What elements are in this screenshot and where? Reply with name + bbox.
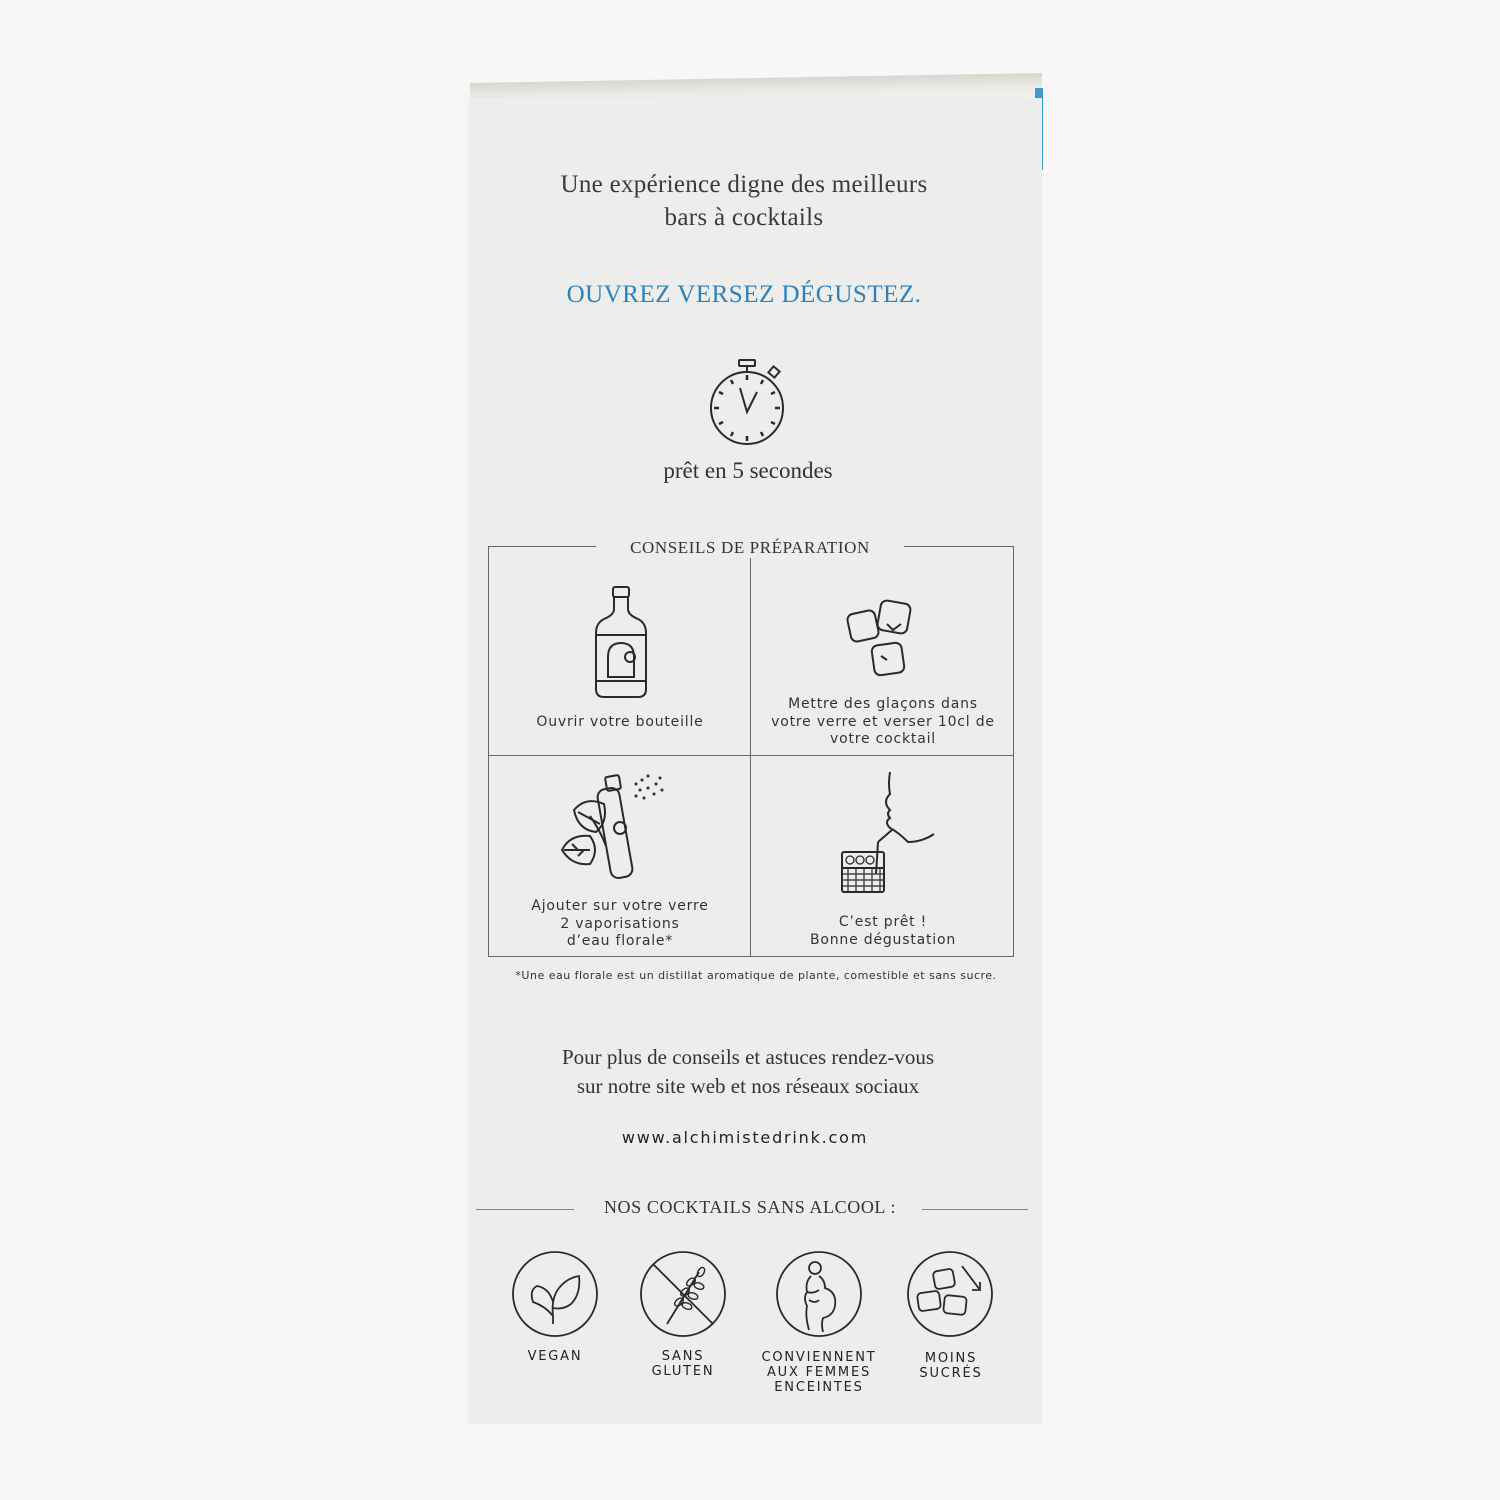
step-2-text — [752, 696, 1014, 749]
bottle-icon — [590, 585, 652, 701]
more-info-line-1: Pour plus de conseils et astuces rendez-vous — [561, 1045, 935, 1069]
badge-line: CONVIENNENT — [761, 1350, 877, 1365]
badge-line: VEGAN — [527, 1349, 583, 1364]
step-3-text — [492, 898, 748, 951]
badge-pregnant-label — [744, 1350, 894, 1395]
footnote: *Une eau florale est un distillat aromatique de plante, comestible et sans sucre. — [515, 969, 997, 982]
step-4-line: Bonne dégustation — [809, 931, 957, 948]
intro-line-2: bars à cocktails — [664, 204, 824, 231]
step-2-line: votre verre et verser 10cl de — [771, 713, 995, 730]
more-info-line-2: sur notre site web et nos réseaux sociaux — [576, 1074, 920, 1098]
badge-line: GLUTEN — [651, 1364, 715, 1379]
cocktails-title: NOS COCKTAILS SANS ALCOOL : — [603, 1197, 897, 1217]
ice-cubes-icon — [843, 596, 917, 684]
badge-gluten-label — [628, 1349, 738, 1379]
pregnant-woman-icon — [775, 1250, 863, 1338]
step-3-line: d’eau florale* — [566, 933, 674, 949]
more-info-text — [490, 1043, 1006, 1101]
badge-line: SANS — [661, 1349, 705, 1364]
step-3-line: Ajouter sur votre verre — [531, 898, 709, 914]
sugar-cubes-down-icon — [906, 1250, 994, 1338]
grid-divider-vertical — [750, 547, 751, 956]
badge-sugar-label — [896, 1351, 1006, 1381]
step-3-line: 2 vaporisations — [560, 915, 680, 932]
gluten-free-icon — [639, 1250, 727, 1338]
intro-line-1: Une expérience digne des meilleurs — [560, 171, 928, 198]
badge-line: SUCRÉS — [919, 1366, 983, 1381]
step-4-line: C’est prêt ! — [838, 914, 928, 930]
drinking-glass-icon — [838, 770, 938, 894]
step-2-line: Mettre des glaçons dans — [788, 696, 978, 712]
grid-divider-horizontal — [489, 755, 1013, 756]
badge-vegan-label — [500, 1349, 610, 1364]
timer-label: prêt en 5 secondes — [663, 458, 833, 483]
step-1-line: Ouvrir votre bouteille — [536, 714, 704, 730]
preparation-title: CONSEILS DE PRÉPARATION — [596, 538, 904, 558]
step-1-text — [492, 714, 748, 732]
intro-text — [470, 168, 1018, 234]
tagline: OUVREZ VERSEZ DÉGUSTEZ. — [566, 281, 922, 308]
step-4-text — [752, 914, 1014, 949]
website-link[interactable]: www.alchimistedrink.com — [621, 1128, 869, 1147]
badge-line: MOINS — [924, 1351, 978, 1366]
floral-spray-icon — [556, 770, 668, 882]
preparation-grid — [488, 546, 1014, 957]
badge-line: AUX FEMMES — [766, 1365, 872, 1380]
stopwatch-icon — [706, 358, 788, 448]
badge-line: ENCEINTES — [774, 1380, 864, 1395]
leaf-icon — [511, 1250, 599, 1338]
step-2-line: votre cocktail — [830, 731, 936, 747]
